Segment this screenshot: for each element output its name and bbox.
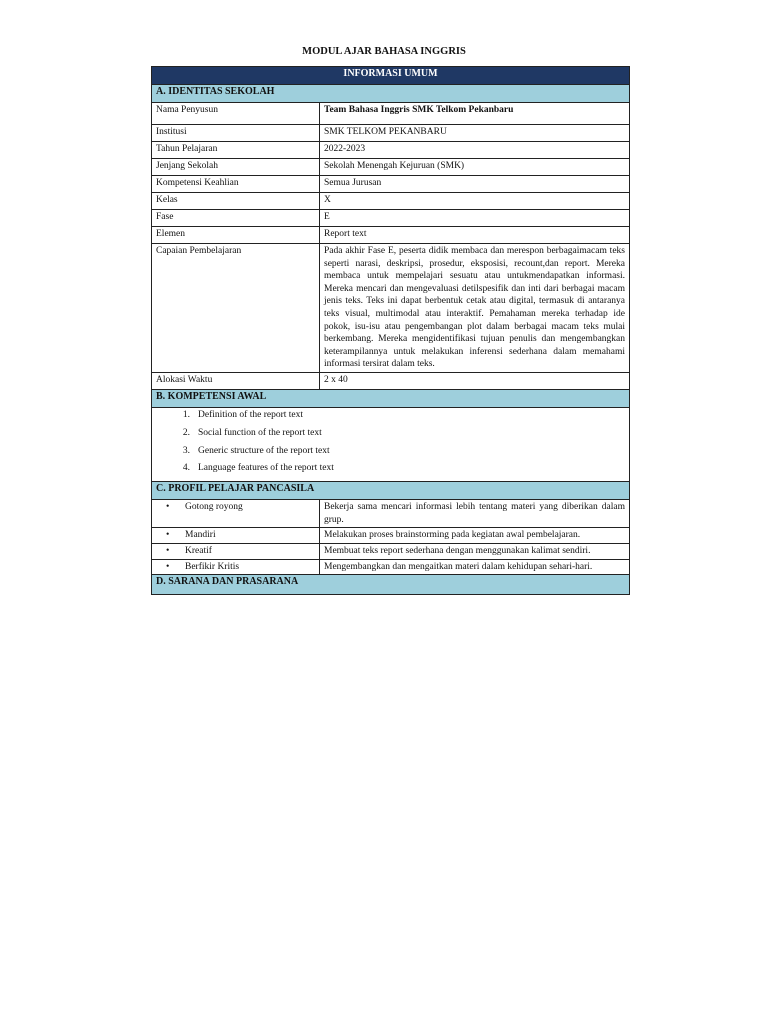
row-value: SMK TELKOM PEKANBARU: [320, 125, 630, 142]
profil-label: Kreatif: [185, 545, 212, 556]
row-value: Team Bahasa Inggris SMK Telkom Pekanbaru: [320, 103, 630, 125]
profil-desc: Membuat teks report sederhana dengan menggunakan kalimat sendiri.: [320, 543, 630, 559]
row-value: Sekolah Menengah Kejuruan (SMK): [320, 159, 630, 176]
table-row: [152, 125, 630, 142]
row-label: Tahun Pelajaran: [152, 142, 320, 159]
profil-label-cell: [152, 543, 320, 559]
table-row: [152, 500, 630, 528]
table-row: [152, 543, 630, 559]
row-value: Semua Jurusan: [320, 176, 630, 193]
table-row: [152, 193, 630, 210]
row-label: Fase: [152, 210, 320, 227]
profil-label-cell: [152, 500, 320, 528]
list-item: [156, 409, 625, 427]
bullet-icon: •: [166, 561, 170, 572]
profil-label-cell: [152, 559, 320, 575]
row-label: Institusi: [152, 125, 320, 142]
section-b-heading: B. KOMPETENSI AWAL: [152, 389, 630, 407]
profil-label: Gotong royong: [185, 502, 243, 513]
row-label: Capaian Pembelajaran: [152, 244, 320, 373]
profil-label: Berfikir Kritis: [185, 561, 240, 572]
table-row: [152, 159, 630, 176]
table-row: [152, 176, 630, 193]
header-row: [152, 67, 630, 85]
bullet-icon: •: [166, 545, 170, 556]
profil-label-cell: [152, 528, 320, 544]
section-row: [152, 575, 630, 595]
row-value: E: [320, 210, 630, 227]
profil-desc: Bekerja sama mencari informasi lebih tentang materi yang diberikan dalam grup.: [320, 500, 630, 528]
list-item: [156, 445, 625, 463]
section-row: [152, 389, 630, 407]
module-table: [151, 66, 630, 595]
row-label: Kelas: [152, 193, 320, 210]
list-number: 2.: [182, 427, 190, 438]
kompetensi-list: [152, 407, 630, 481]
section-d-heading: D. SARANA DAN PRASARANA: [152, 575, 630, 595]
table-row: [152, 372, 630, 389]
list-text: Language features of the report text: [198, 463, 334, 474]
document-title: MODUL AJAR BAHASA INGGRIS: [302, 46, 466, 57]
list-number: 3.: [182, 445, 190, 456]
bullet-icon: •: [166, 530, 170, 541]
row-value: Report text: [320, 227, 630, 244]
row-value: X: [320, 193, 630, 210]
table-row: [152, 103, 630, 125]
row-value-capaian: Pada akhir Fase E, peserta didik membaca dan merespon berbagaimacam teks seperti narasi, deskripsi, prosedur, eksposisi, recount,dan report. Mereka membaca untuk mempelajari sesuatu atau untukmendapatkan informasi. Mereka mencari dan mengevaluasi detilspesifik dan inti dari berbagai macam jenis teks. Teks ini dapat berbentuk cetak atau digital, termasuk di antaranya teks visual, multimodal atau interaktif. Pemahaman mereka terhadap ide pokok, isu-isu atau pengembangan plot dalam berbagai macam teks mulai berkembang. Mereka mengidentifikasi tujuan penulis dan mengembangkan keterampilannya untuk melakukan inferensi sederhana dalam memahami informasi tersirat dalam teks.: [320, 244, 630, 373]
list-text: Generic structure of the report text: [198, 445, 330, 456]
row-value: 2022-2023: [320, 142, 630, 159]
list-text: Social function of the report text: [198, 427, 322, 438]
list-number: 4.: [182, 463, 190, 474]
table-row: [152, 559, 630, 575]
row-label: Elemen: [152, 227, 320, 244]
section-row: [152, 85, 630, 103]
table-row: [152, 407, 630, 481]
bullet-icon: •: [166, 502, 170, 513]
list-number: 1.: [182, 409, 190, 420]
list-item: [156, 427, 625, 445]
row-label: Jenjang Sekolah: [152, 159, 320, 176]
table-row: [152, 227, 630, 244]
section-row: [152, 482, 630, 500]
section-c-heading: C. PROFIL PELAJAR PANCASILA: [152, 482, 630, 500]
table-row: [152, 142, 630, 159]
header-informasi-umum: INFORMASI UMUM: [152, 67, 630, 85]
row-value: 2 x 40: [320, 372, 630, 389]
profil-label: Mandiri: [185, 530, 216, 541]
table-row: [152, 528, 630, 544]
row-label: Nama Penyusun: [152, 103, 320, 125]
section-a-heading: A. IDENTITAS SEKOLAH: [152, 85, 630, 103]
row-label: Alokasi Waktu: [152, 372, 320, 389]
table-row: [152, 244, 630, 373]
list-item: [156, 462, 625, 480]
list-text: Definition of the report text: [198, 409, 303, 420]
table-row: [152, 210, 630, 227]
profil-desc: Mengembangkan dan mengaitkan materi dalam kehidupan sehari-hari.: [320, 559, 630, 575]
profil-desc: Melakukan proses brainstorming pada kegiatan awal pembelajaran.: [320, 528, 630, 544]
row-label: Kompetensi Keahlian: [152, 176, 320, 193]
